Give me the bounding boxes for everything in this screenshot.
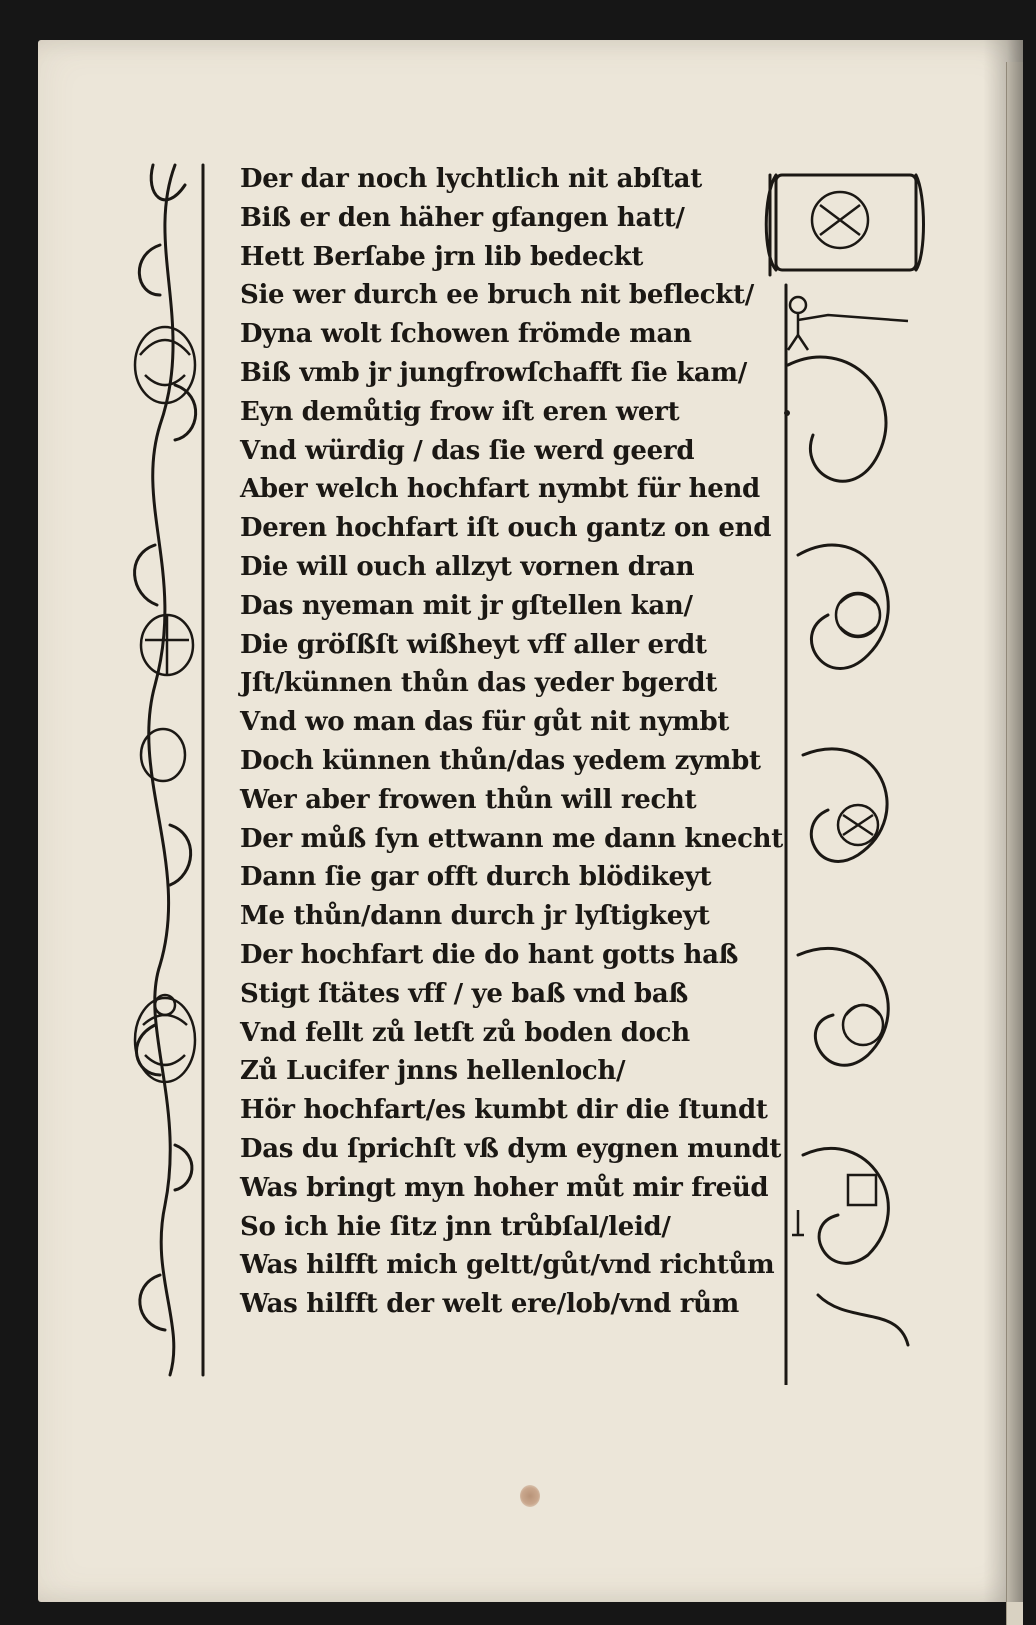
verse-line: Doch künnen thůn/das yedem zymbt [240, 745, 761, 776]
right-scroll-border-woodcut [758, 135, 928, 1385]
verse-line: Biß vmb jr jungfrowſchafft ſie kam/ [240, 357, 747, 388]
paper-stain [520, 1485, 540, 1507]
verse-line: Vnd wo man das für gůt nit nymbt [240, 707, 730, 738]
verse-line: Hör hochfart/es kumbt dir die ſtundt [240, 1095, 768, 1126]
verse-line: Vnd fellt zů letſt zů boden doch [240, 1017, 690, 1048]
verse-line: So ich hie ſitz jnn trůbſal/leid/ [240, 1211, 671, 1242]
verse-line: Stigt ſtätes vff / ye baß vnd baß [240, 978, 688, 1009]
verse-text-block [240, 160, 783, 1324]
verse-line: Aber welch hochfart nymbt für hend [240, 474, 760, 505]
verse-line: Dann ſie gar offt durch blödikeyt [240, 862, 712, 893]
verse-line: Sie wer durch ee bruch nit befleckt/ [240, 280, 754, 311]
verse-line: Die gröſßſt wißheyt vff aller erdt [240, 629, 707, 660]
verse-line: Zů Lucifer jnns hellenloch/ [240, 1056, 626, 1087]
verse-line: Der dar noch lychtlich nit abſtat [240, 164, 702, 194]
verse-line: Eyn demůtig frow iſt eren wert [240, 396, 680, 427]
verse-line: Was hilfft mich geltt/gůt/vnd richtům [240, 1250, 775, 1281]
verse-line: Vnd würdig / das ſie werd geerd [240, 435, 695, 466]
page-gutter-shadow [983, 40, 1023, 1602]
verse-line: Das du ſprichſt vß dym eygnen mundt [240, 1133, 782, 1164]
verse-line: Dyna wolt ſchowen frömde man [240, 319, 692, 350]
verse-line: Deren hochfart iſt ouch gantz on end [240, 513, 772, 544]
verse-line: Wer aber frowen thůn will recht [240, 784, 697, 815]
verse-line: Hett Berſabe jrn lib bedeckt [240, 241, 644, 272]
verse-line: Biß er den häher gfangen hatt/ [240, 202, 685, 233]
printer-dot-mark [784, 410, 790, 416]
verse-line: Was bringt myn hoher můt mir freüd [240, 1172, 769, 1203]
verse-line: Die will ouch allzyt vornen dran [240, 551, 695, 582]
verse-line: Der můß ſyn ettwann me dann knecht [240, 823, 783, 854]
verse-line: Jſt/künnen thůn das yeder bgerdt [240, 668, 718, 699]
verse-line: Der hochfart die do hant gotts haß [240, 939, 739, 970]
left-vine-border-woodcut [115, 125, 210, 1385]
verse-line: Me thůn/dann durch jr lyſtigkeyt [240, 901, 710, 932]
verse-line: Das nyeman mit jr gſtellen kan/ [240, 590, 693, 621]
verse-line: Was hilfft der welt ere/lob/vnd rům [240, 1289, 739, 1320]
